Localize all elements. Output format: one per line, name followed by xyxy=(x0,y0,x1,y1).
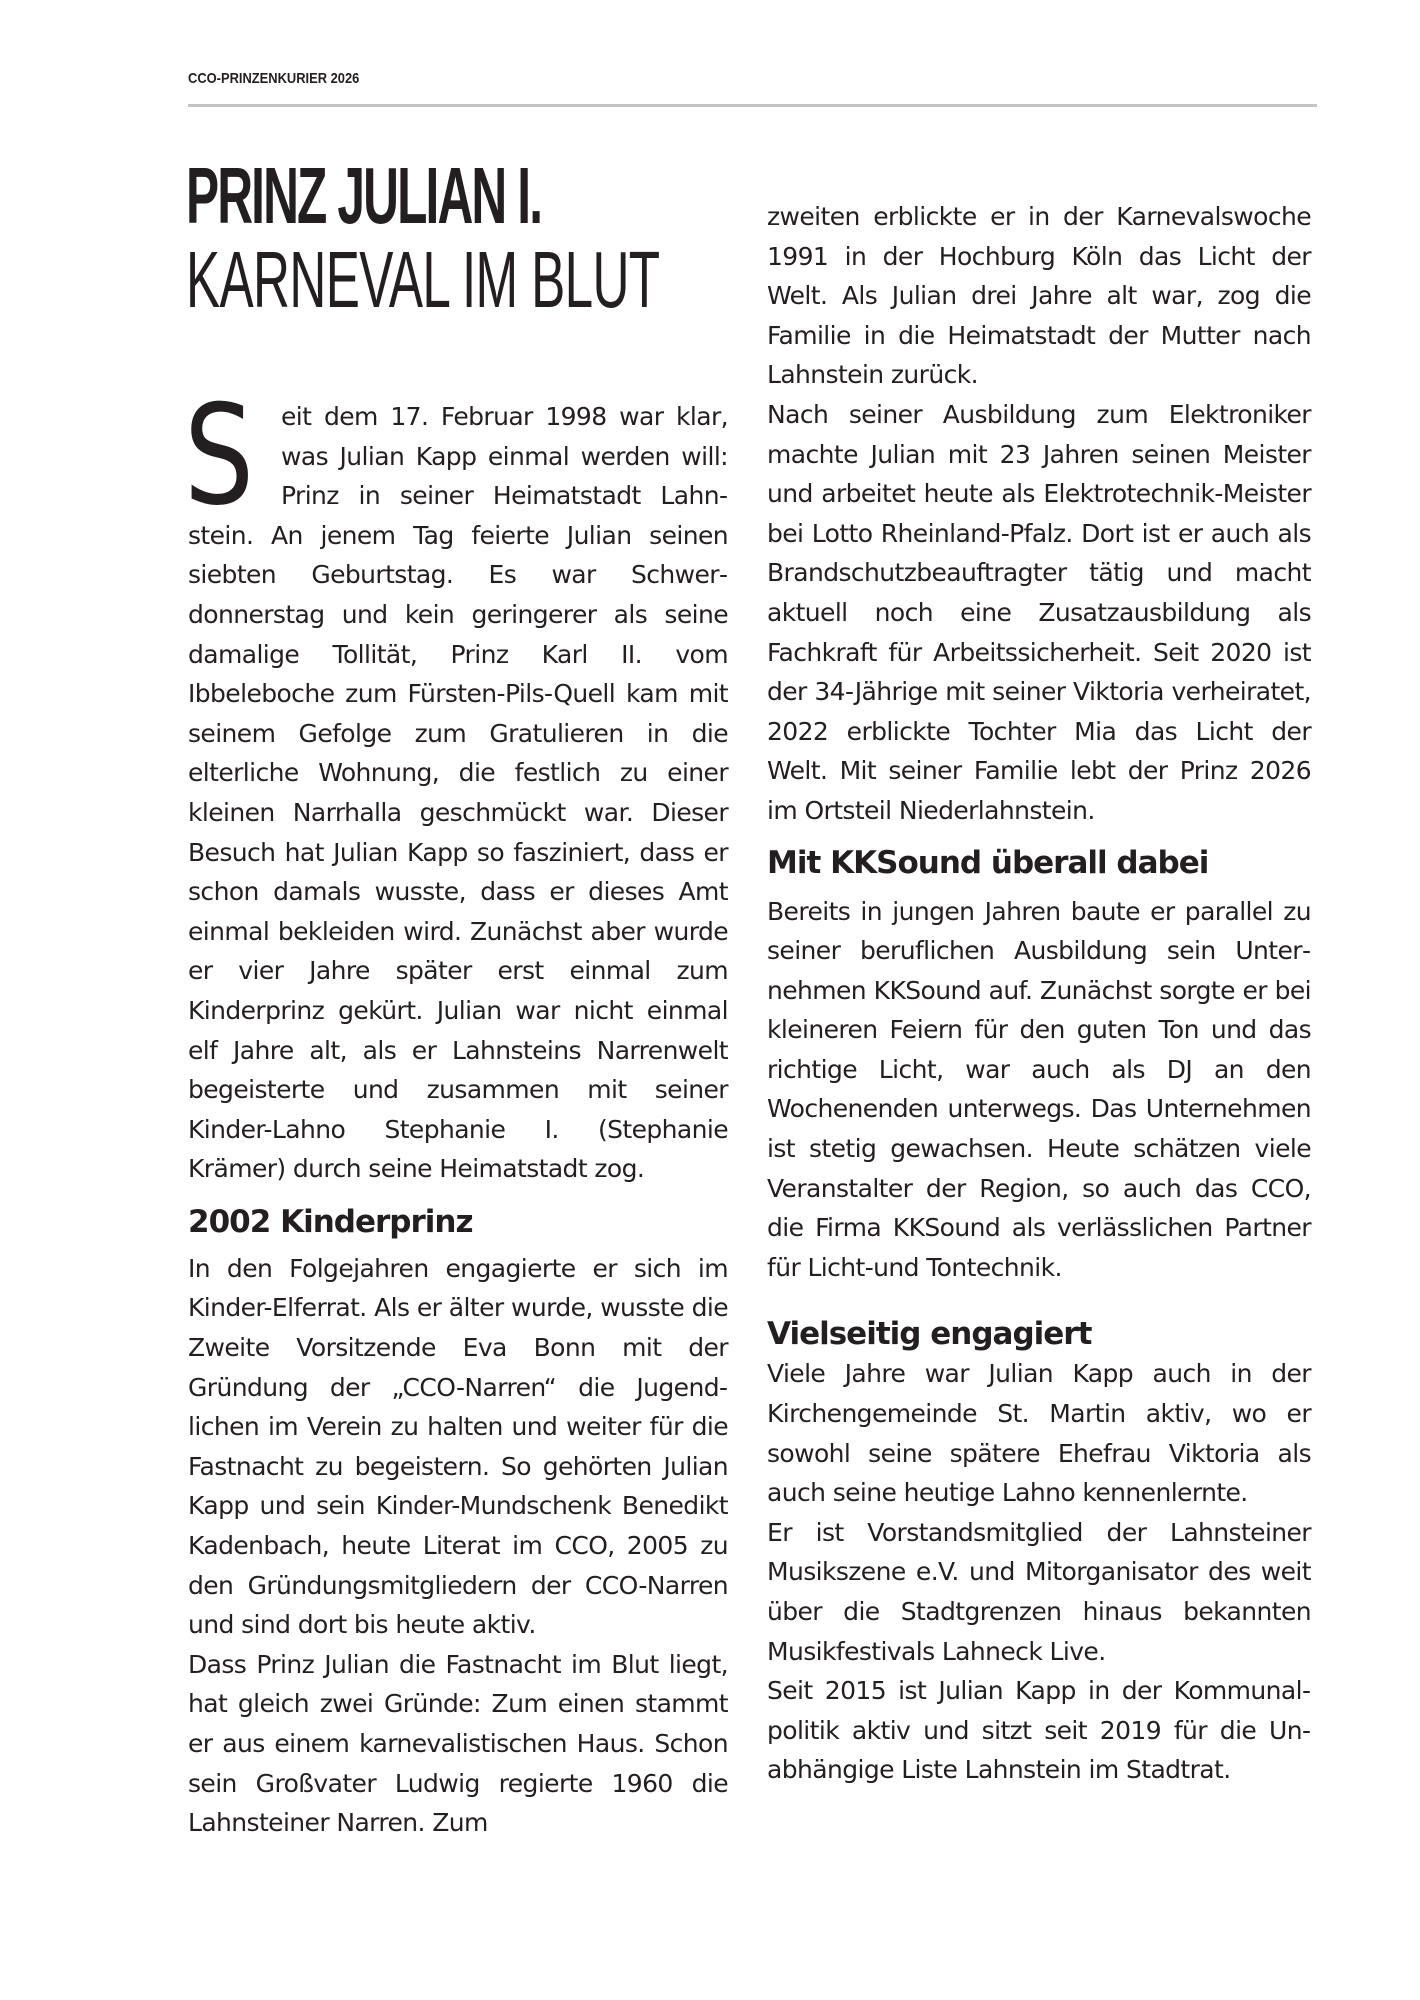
title-line-1: PRINZ JULIAN I. xyxy=(186,151,542,240)
running-head: CCO-PRINZENKURIER 2026 xyxy=(188,70,360,87)
paragraph: Seit 2015 ist Julian Kapp in der Kommunalpolitik aktiv und sitzt seit 2019 für die Unabhängige Liste Lahnstein im Stadtrat. xyxy=(767,1676,1311,1785)
intro-paragraph xyxy=(184,375,728,1189)
intro-text: eit dem 17. Februar 1998 war klar, was Julian Kapp einmal werden will: Prinz in seiner Heimatstadt Lahnstein. An jenem Tag feierte Julian seinen siebten Geburtstag. Es war Schwerdonnerstag und kein geringerer als seine damalige Tollität, Prinz Karl II. vom Ibbeleboche zum Fürsten-Pils-Quell kam mit seinem Gefolge zum Gratulieren in die elterliche Wohnung, die festlich zu einer kleinen Narrhalla geschmückt war. Dieser Besuch hat Julian Kapp so fasziniert, dass er schon damals wusste, dass er dieses Amt einmal bekleiden wird. Zunächst aber wurde er vier Jahre später erst einmal zum Kinderprinz gekürt. Julian war nicht einmal elf Jahre alt, als er Lahnsteins Narrenwelt begeisterte und zusammen mit seiner Kinder-Lahno Stephanie I. (Stephanie Krämer) durch seine Heimatstadt zog. xyxy=(188,402,728,1184)
paragraph: Nach seiner Ausbildung zum Elektroniker machte Julian mit 23 Jahren seinen Meister und arbeitet heute als Elektrotechnik-Meister bei Lotto Rheinland-Pfalz. Dort ist er auch als Brandschutzbeauftragter tätig und macht aktuell noch eine Zusatzausbildung als Fachkraft für Arbeitssicherheit. Seit 2020 ist der 34-Jährige mit seiner Viktoria verheiratet, 2022 erblickte Tochter Mia das Licht der Welt. Mit seiner Familie lebt der Prinz 2026 im Ortsteil Niederlahnstein. xyxy=(767,399,1311,825)
paragraph: Viele Jahre war Julian Kapp auch in der Kirchengemeinde St. Martin aktiv, wo er sowohl seine spätere Ehefrau Viktoria als auch seine heutige Lahno kennenlernte. xyxy=(767,1359,1311,1508)
paragraph: Er ist Vorstandsmitglied der Lahnsteiner Musikszene e.V. und Mitorganisator des weit über die Stadtgrenzen hinaus bekannten Musikfestivals Lahneck Live. xyxy=(767,1517,1311,1666)
section-heading-vielseitig: Vielseitig engagiert xyxy=(767,1316,1092,1353)
section-heading-kksound: Mit KKSound überall dabei xyxy=(767,844,1209,881)
column-right xyxy=(767,197,1311,1790)
drop-cap: S xyxy=(184,375,254,536)
title-line-2: KARNEVAL IM BLUT xyxy=(186,235,660,324)
section-heading-kinderprinz: 2002 Kinderprinz xyxy=(188,1203,473,1240)
column-left xyxy=(184,375,728,1843)
paragraph: Bereits in jungen Jahren baute er parallel zu seiner beruflichen Ausbildung sein Unternehmen KKSound auf. Zunächst sorgte er bei kleineren Feiern für den guten Ton und das richtige Licht, war auch als DJ an den Wochenenden unterwegs. Das Unternehmen ist stetig gewachsen. Heute schätzen viele Veranstalter der Region, so auch das CCO, die Firma KKSound als verlässlichen Partner für Licht-und Tontechnik. xyxy=(767,896,1311,1282)
paragraph: In den Folgejahren engagierte er sich im Kinder-Elferrat. Als er älter wurde, wusste die Zweite Vorsitzende Eva Bonn mit der Gründung der „CCO-Narren“ die Jugendlichen im Verein zu halten und weiter für die Fastnacht zu begeistern. So gehörten Julian Kapp und sein Kinder-Mundschenk Benedikt Kadenbach, heute Literat im CCO, 2005 zu den Gründungsmitgliedern der CCO-Narren und sind dort bis heute aktiv. xyxy=(188,1253,728,1640)
paragraph: Dass Prinz Julian die Fastnacht im Blut liegt, hat gleich zwei Gründe: Zum einen stammt er aus einem karnevalistischen Haus. Schon sein Großvater Ludwig regierte 1960 die Lahnsteiner Narren. Zum xyxy=(188,1649,728,1838)
header-rule xyxy=(188,104,1317,107)
paragraph: zweiten erblickte er in der Karnevalswoche 1991 in der Hochburg Köln das Licht der Welt. Als Julian drei Jahre alt war, zog die Familie in die Heimatstadt der Mutter nach Lahnstein zurück. xyxy=(767,202,1311,390)
